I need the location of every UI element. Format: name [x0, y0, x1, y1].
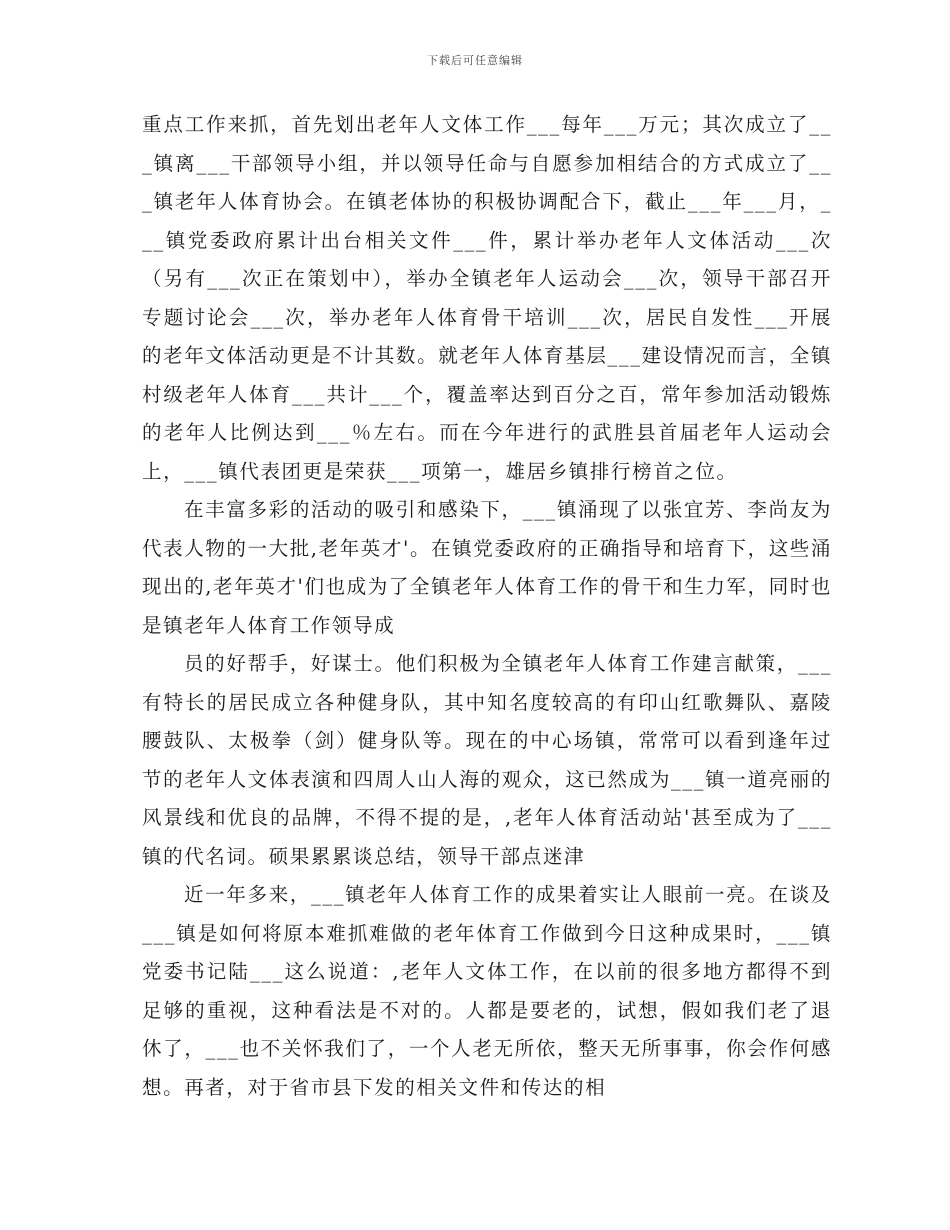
- paragraph-2: 在丰富多彩的活动的吸引和感染下，___镇涌现了以张宜芳、李尚友为代表人物的一大批,老年英才'。在镇党委政府的正确指导和培育下，这些涌现出的,老年英才'们也成为了全镇老年人体育工作的骨干和生力军，同时也是镇老年人体育工作领导成: [142, 498, 832, 637]
- document-body: [142, 106, 832, 1107]
- paragraph-1: 重点工作来抓，首先划出老年人文体工作___每年___万元；其次成立了___镇离___干部领导小组，并以领导任命与自愿参加相结合的方式成立了___镇老年人体育协会。在镇老体协的积极协调配合下，截止___年___月，___镇党委政府累计出台相关文件___件，累计举办老年人文体活动___次（另有___次正在策划中），举办全镇老年人运动会___次，领导干部召开专题讨论会___次，举办老年人体育骨干培训___次，居民自发性___开展的老年文体活动更是不计其数。就老年人体育基层___建设情况而言，全镇村级老年人体育___共计___个，覆盖率达到百分之百，常年参加活动锻炼的老年人比例达到___％左右。而在今年进行的武胜县首届老年人运动会上，___镇代表团更是荣获___项第一，雄居乡镇排行榜首之位。: [142, 113, 832, 483]
- page-header: 下载后可任意编辑: [427, 54, 523, 67]
- paragraph-3: 员的好帮手，好谋士。他们积极为全镇老年人体育工作建言献策，___有特长的居民成立各种健身队，其中知名度较高的有印山红歌舞队、嘉陵腰鼓队、太极拳（剑）健身队等。现在的中心场镇，常常可以看到逢年过节的老年人文体表演和四周人山人海的观众，这已然成为___镇一道亮丽的风景线和优良的品牌，不得不提的是，,老年人体育活动站'甚至成为了___镇的代名词。硕果累累谈总结，领导干部点迷津: [142, 652, 832, 868]
- paragraph-4: 近一年多来，___镇老年人体育工作的成果着实让人眼前一亮。在谈及___镇是如何将原本难抓难做的老年体育工作做到今日这种成果时，___镇党委书记陆___这么说道：,老年人文体工作，在以前的很多地方都得不到足够的重视，这种看法是不对的。人都是要老的，试想，假如我们老了退休了，___也不关怀我们了，一个人老无所依，整天无所事事，你会作何感想。再者，对于省市县下发的相关文件和传达的相: [142, 883, 832, 1099]
